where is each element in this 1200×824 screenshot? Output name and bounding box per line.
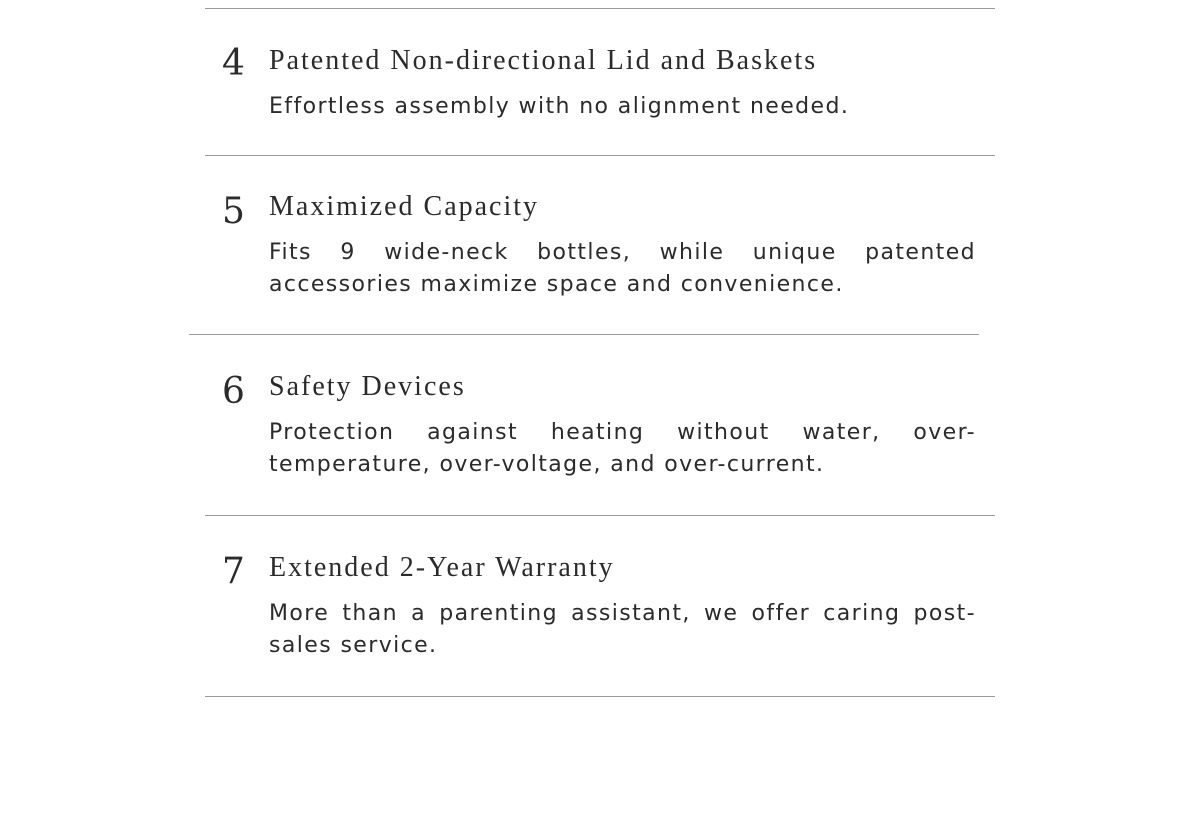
feature-description: More than a parenting assistant, we offer caring post-sales service. — [269, 601, 976, 658]
feature-title: Safety Devices — [269, 371, 466, 402]
feature-title: Maximized Capacity — [269, 191, 540, 222]
feature-title: Extended 2-Year Warranty — [269, 552, 615, 583]
feature-description: Fits 9 wide-neck bottles, while unique patented accessories maximize space and convenience. — [269, 240, 976, 297]
feature-number: 6 — [222, 371, 245, 412]
divider — [205, 8, 995, 9]
divider — [205, 515, 995, 516]
feature-description: Protection against heating without water, over-temperature, over-voltage, and over-current. — [269, 420, 976, 477]
feature-number: 5 — [222, 191, 245, 232]
feature-description: Effortless assembly with no alignment needed. — [269, 94, 850, 119]
feature-number: 4 — [222, 43, 245, 84]
divider — [205, 696, 995, 697]
divider — [189, 334, 979, 335]
divider — [205, 155, 995, 156]
feature-title: Patented Non-directional Lid and Baskets — [269, 45, 818, 76]
feature-number: 7 — [222, 551, 245, 592]
